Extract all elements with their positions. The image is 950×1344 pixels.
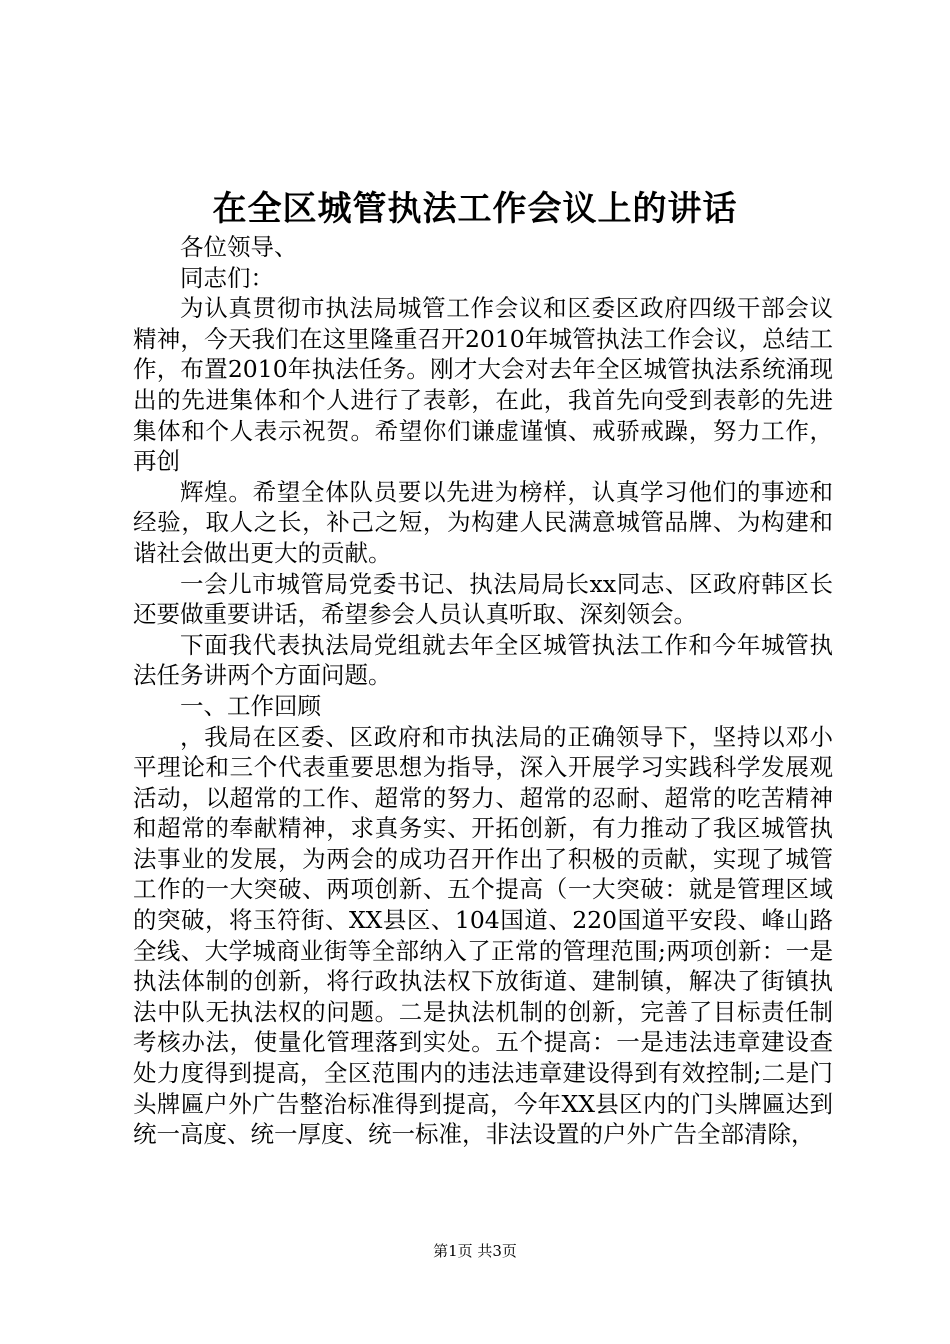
salutation-line-2: 同志们： — [180, 263, 274, 292]
salutation-line-1: 各位领导、 — [180, 233, 298, 261]
section-heading: 一、工作回顾 — [180, 691, 321, 720]
page-number-footer: 第1页 共3页 — [433, 1242, 517, 1260]
paragraph-opening: 为认真贯彻市执法局城管工作会议和区委区政府四级干部会议精神，今天我们在这里隆重召开2010年城管执法工作会议，总结工作，布置2010年执法任务。刚才大会对去年全区城管执法系统涌现出的先进集体和个人进行了表彰，在此，我首先向受到表彰的先进集体和个人表示祝贺。希望你们谦虚谨慎、戒骄戒躁，努力工作，再创 — [133, 294, 833, 476]
paragraph-upcoming-speeches: 一会儿市城管局党委书记、执法局局长xx同志、区政府韩区长还要做重要讲话，希望参会人员认真听取、深刻领会。 — [133, 569, 833, 629]
paragraph-encouragement: 辉煌。希望全体队员要以先进为榜样，认真学习他们的事迹和经验，取人之长，补己之短，为构建人民满意城管品牌、为构建和谐社会做出更大的贡献。 — [133, 477, 833, 567]
paragraph-outline: 下面我代表执法局党组就去年全区城管执法工作和今年城管执法任务讲两个方面问题。 — [133, 630, 833, 690]
document-body — [133, 232, 833, 1150]
document-title: 在全区城管执法工作会议上的讲话 — [212, 189, 738, 229]
paragraph-work-review: ，我局在区委、区政府和市执法局的正确领导下，坚持以邓小平理论和三个代表重要思想为指导，深入开展学习实践科学发展观活动，以超常的工作、超常的努力、超常的忍耐、超常的吃苦精神和超常的奉献精神，求真务实、开拓创新，有力推动了我区城管执法事业的发展，为两会的成功召开作出了积极的贡献，实现了城管工作的一大突破、两项创新、五个提高（一大突破：就是管理区域的突破，将玉符街、XX县区、104国道、220国道平安段、峰山路全线、大学城商业街等全部纳入了正常的管理范围;两项创新：一是执法体制的创新，将行政执法权下放街道、建制镇，解决了街镇执法中队无执法权的问题。二是执法机制的创新，完善了目标责任制考核办法，使量化管理落到实处。五个提高：一是违法违章建设查处力度得到提高，全区范围内的违法违章建设得到有效控制;二是门头牌匾户外广告整治标准得到提高，今年XX县区内的门头牌匾达到统一高度、统一厚度、统一标准，非法设置的户外广告全部清除， — [133, 722, 833, 1149]
